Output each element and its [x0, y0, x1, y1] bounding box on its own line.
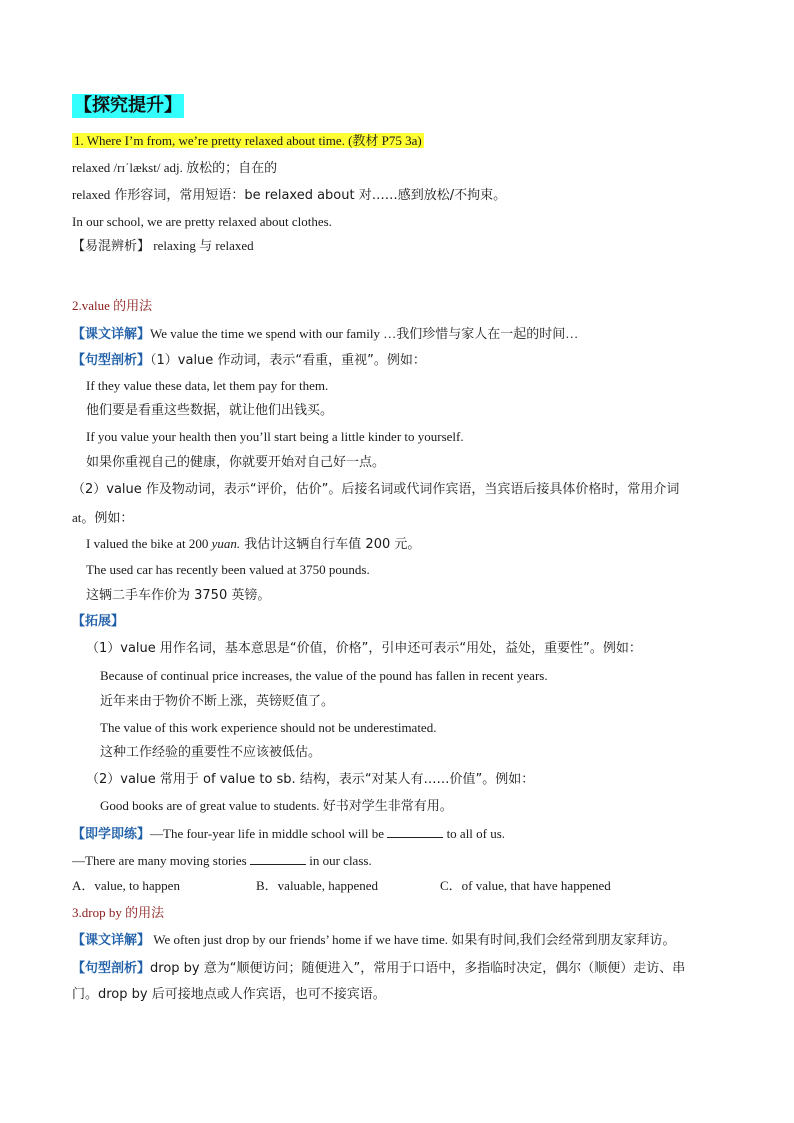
item2-ex2-en: If you value your health then you’ll start being a little kinder to yourself. — [86, 429, 464, 444]
item1-example: In our school, we are pretty relaxed about clothes. — [72, 214, 332, 229]
item3-pattern-line1 — [72, 959, 685, 978]
item2-practice-q2-b: in our class. — [305, 853, 372, 868]
item1-usage — [72, 186, 506, 205]
item1-confusion-tag: 【易混辨析】 — [72, 239, 151, 254]
item3-heading: 3.drop by 的用法 — [72, 905, 165, 920]
item2-textbook — [72, 325, 578, 344]
item2-p2-line1: （2）value 作及物动词，表示“评价，估价”。后接名词或代词作宾语，当宾语后接具体价格时，常用介词 — [72, 482, 680, 497]
item2-practice-q1-a: —The four-year life in middle school will be — [150, 826, 388, 841]
item2-pattern — [72, 351, 426, 370]
item2-p2-line2: at。例如： — [72, 510, 134, 525]
item2-ext-ex1-en: Because of continual price increases, the value of the pound has fallen in recent years. — [100, 668, 548, 683]
item2-textbook-text: We value the time we spend with our family …我们珍惜与家人在一起的时间… — [150, 326, 579, 341]
option-b[interactable]: B．valuable, happened — [256, 878, 379, 893]
item1-usage-word: relaxed — [72, 187, 111, 202]
item3-pattern-line2: 门。drop by 后可接地点或人作宾语，也可不接宾语。 — [72, 987, 386, 1002]
item2-ex1-en: If they value these data, let them pay for them. — [86, 378, 329, 393]
item3-textbook-tag: 【课文详解】 — [72, 933, 151, 948]
item2-ex3-en: I valued the bike at 200 — [86, 536, 212, 551]
item2-ext-ex2-en: The value of this work experience should not be underestimated. — [100, 720, 437, 735]
item3-textbook-text: We often just drop by our friends’ home if we have time. 如果有时间,我们会经常到朋友家拜访。 — [150, 932, 676, 947]
item2-ex3-yuan: yuan. — [211, 536, 241, 551]
item1-heading — [72, 132, 424, 150]
item1-usage-rest: 作形容词，常用短语：be relaxed about 对……感到放松/不拘束。 — [110, 188, 507, 203]
item2-ext2: （2）value 常用于 of value to sb. 结构，表示“对某人有……价值”。例如： — [86, 772, 535, 787]
item2-pattern-text: （1）value 作动词，表示“看重，重视”。例如： — [150, 353, 426, 368]
item2-ext1: （1）value 用作名词，基本意思是“价值，价格”，引申还可表示“用处，益处，重要性”。例如： — [86, 641, 642, 656]
item3-pattern-text: drop by 意为“顺便访问；随便进入”，常用于口语中，多指临时决定，偶尔（顺便）走访、串 — [150, 961, 686, 976]
item1-phonetic: relaxed /rɪˈlækst/ adj. 放松的；自在的 — [72, 160, 278, 175]
item1-heading-text: 1. Where I’m from, we’re pretty relaxed about time. (教材 P75 3a) — [74, 133, 422, 148]
item2-ext-ex3: Good books are of great value to students. 好书对学生非常有用。 — [100, 798, 453, 813]
option-a[interactable]: A．value, to happen — [72, 878, 180, 893]
item2-practice-q1 — [72, 825, 505, 844]
item2-practice-q2-a: —There are many moving stories — [72, 853, 250, 868]
item1-confusion-text: relaxing 与 relaxed — [150, 238, 254, 253]
item2-ex4-en: The used car has recently been valued at 3750 pounds. — [86, 562, 370, 577]
item2-ext-ex1-cn: 近年来由于物价不断上涨，英镑贬值了。 — [100, 694, 335, 709]
item2-ext-ex2-cn: 这种工作经验的重要性不应该被低估。 — [100, 745, 322, 760]
item2-ex3-cn: 我估计这辆自行车值 200 元。 — [240, 537, 421, 552]
item2-ex4-cn: 这辆二手车作价为 3750 英镑。 — [86, 588, 271, 603]
answer-blank-2[interactable] — [250, 852, 306, 865]
option-c[interactable]: C．of value, that have happened — [440, 878, 611, 893]
item2-textbook-tag: 【课文详解】 — [72, 327, 151, 342]
item2-practice-q1-b: to all of us. — [443, 826, 506, 841]
section-title: 【探究提升】 — [74, 95, 182, 116]
item3-textbook — [72, 931, 676, 950]
item2-ex1-cn: 他们要是看重这些数据，就让他们出钱买。 — [86, 403, 334, 418]
item2-ext-tag: 【拓展】 — [72, 614, 125, 629]
item1-confusion — [72, 237, 254, 256]
item2-practice-q2 — [72, 852, 372, 870]
item2-heading: 2.value 的用法 — [72, 298, 153, 313]
item3-pattern-tag: 【句型剖析】 — [72, 961, 151, 976]
answer-blank-1[interactable] — [387, 825, 443, 838]
item2-practice-tag: 【即学即练】 — [72, 827, 151, 842]
item2-ex3 — [86, 535, 420, 554]
item2-ex2-cn: 如果你重视自己的健康，你就要开始对自己好一点。 — [86, 455, 386, 470]
item2-pattern-tag: 【句型剖析】 — [72, 353, 151, 368]
